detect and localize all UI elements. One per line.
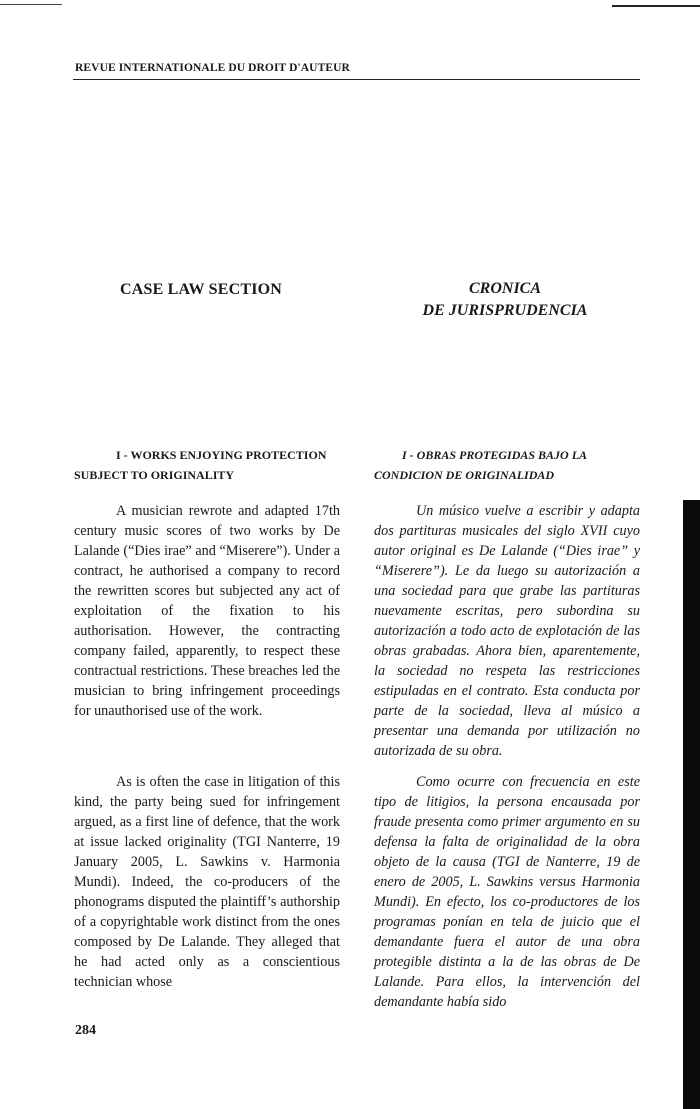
page-number: 284 xyxy=(75,1023,96,1038)
paragraph-spanish-1 xyxy=(374,501,640,761)
paragraph-english-2 xyxy=(74,772,340,992)
section-title-english: CASE LAW SECTION xyxy=(120,281,283,298)
subsection-heading-spanish: I - OBRAS PROTEGIDAS BAJO LA CONDICION DE ORIGINALIDAD xyxy=(374,448,587,482)
paragraph-english-1 xyxy=(74,501,340,721)
scan-edge-line-right xyxy=(612,5,700,7)
paragraph-text: A musician rewrote and adapted 17th century music scores of two works by De Lalande (“Dies irae” and “Miserere”). Under a contract, he authorised a company to record the rewritten scores but subjected any act of exploitation of the fixation to his authorisation. However, the contracting company failed, apparently, to respect these contractual restrictions. These breaches led the musician to bring infringement proceedings for unauthorised use of the work. xyxy=(74,503,340,719)
scan-binding-shadow xyxy=(683,500,700,1109)
subsection-heading-english: I - WORKS ENJOYING PROTECTION SUBJECT TO ORIGINALITY xyxy=(74,448,327,482)
paragraph-text: Como ocurre con frecuencia en este tipo de litigios, la persona encausada por fraude presenta como primer argumento en su defensa la falta de originalidad de la obra objeto de la causa (TGI de Nanterre, 19 de enero de 2005, L. Sawkins versus Harmonia Mundi). En efecto, los co-productores de los programas ponían en tela de juicio que el demandante fuera el autor de una obra protegible distinta a la de las obras de De Lalande. Para ellos, la intervención del demandante había sido xyxy=(374,774,640,1010)
scan-edge-line-left xyxy=(0,4,62,5)
section-title-spanish-line2: DE JURISPRUDENCIA xyxy=(422,302,588,319)
header-rule xyxy=(73,79,640,80)
section-title-spanish-line1: CRONICA xyxy=(468,280,542,297)
paragraph-text: As is often the case in litigation of this kind, the party being sued for infringement argued, as a first line of defence, that the work at issue lacked originality (TGI Nanterre, 19 January 2005, L. Sawkins v. Harmonia Mundi). Indeed, the co-producers of the phonograms disputed the plaintiff’s authorship of a copyrightable work distinct from the ones composed by De Lalande. They alleged that he had acted only as a conscientious technician whose xyxy=(74,774,340,990)
paragraph-text: Un músico vuelve a escribir y adapta dos partituras musicales del siglo XVII cuyo autor original es De Lalande (“Dies irae” y “Miserere”). Le da luego su autorización a una sociedad para que grabe las partituras nuevamente escritas, pero subordina su autorización a todo acto de explotación de las obras grabadas. Ahora bien, aparentemente, la sociedad no respeta las restricciones estipuladas en el contrato. Esta conducta por parte de la sociedad, lleva al músico a presentar una demanda por utilización no autorizada de su obra. xyxy=(374,503,640,759)
paragraph-spanish-2 xyxy=(374,772,640,1012)
running-header: REVUE INTERNATIONALE DU DROIT D'AUTEUR xyxy=(75,62,350,74)
section-title-spanish xyxy=(400,278,610,322)
